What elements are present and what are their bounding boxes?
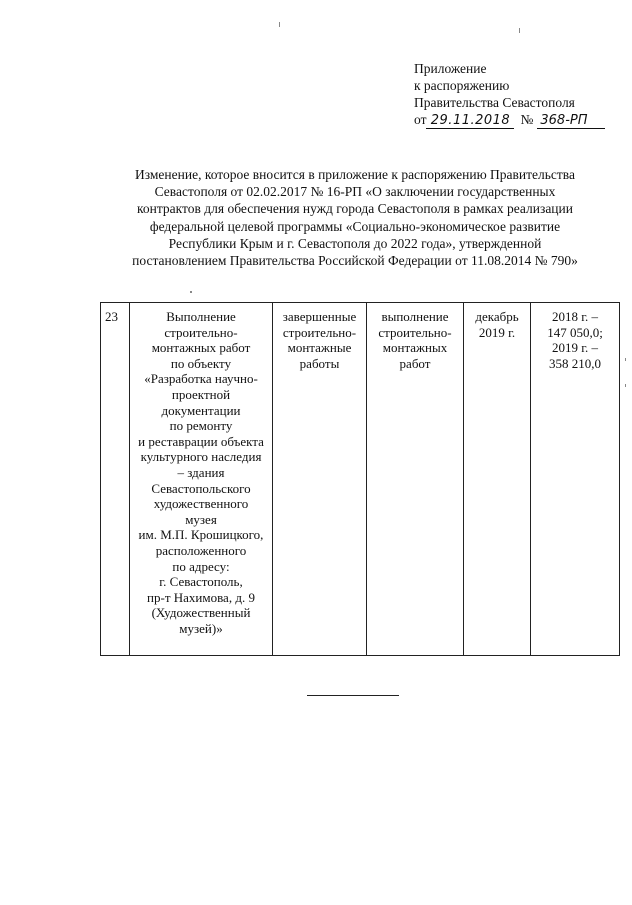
result-line: монтажные xyxy=(287,340,352,356)
description-line: по адресу: xyxy=(172,558,230,574)
description-line: музея xyxy=(185,511,217,527)
title-line: Изменение, которое вносится в приложение к распоряжению Правительства xyxy=(135,167,575,182)
description-line: проектной xyxy=(171,386,231,402)
description-line: по объекту xyxy=(170,355,232,371)
description-line: расположенного xyxy=(155,542,247,558)
work-type-cell xyxy=(367,303,464,656)
title-line: Республики Крым и г. Севастополя до 2022 года», утвержденной xyxy=(168,235,542,251)
title-line: контрактов для обеспечения нужд города Севастополя в рамках реализации xyxy=(137,201,573,217)
term-line: 2019 г. xyxy=(478,324,516,340)
order-date: 29.11.2018 xyxy=(426,114,514,129)
order-number: 368-РП xyxy=(537,114,605,129)
description-line: – здания xyxy=(177,464,225,480)
finance-line: 358 210,0 xyxy=(549,355,601,371)
description-line: культурного наследия xyxy=(140,449,262,465)
appendix-line: Приложение xyxy=(414,61,487,76)
description-line: им. М.П. Крошицкого, xyxy=(138,527,264,543)
finance-line: 2019 г. – xyxy=(551,340,599,356)
appendix-line: Правительства Севастополя xyxy=(414,95,575,110)
work-line: монтажных xyxy=(382,340,448,356)
work-line: строительно- xyxy=(378,324,452,340)
expected-result-cell xyxy=(273,303,367,656)
contracts-table xyxy=(100,302,620,656)
scan-speck xyxy=(279,22,280,27)
description-line: монтажных работ xyxy=(151,340,251,356)
deadline-cell xyxy=(464,303,531,656)
description-line: Выполнение xyxy=(166,309,236,324)
scan-speck xyxy=(625,358,626,361)
description-line: музей)» xyxy=(179,620,223,636)
scan-speck xyxy=(519,28,520,33)
finance-line: 2018 г. – xyxy=(551,309,599,324)
object-description-cell xyxy=(130,303,273,656)
description-line: (Художественный xyxy=(151,605,251,621)
order-date-number xyxy=(414,111,624,129)
term-line: декабрь xyxy=(475,309,519,324)
description-line: и реставрации объекта xyxy=(138,433,264,449)
description-line: художественного xyxy=(153,496,249,512)
result-line: работы xyxy=(299,355,340,371)
scan-speck xyxy=(625,384,626,387)
row-number: 23 xyxy=(101,303,130,656)
description-line: документации xyxy=(161,402,241,418)
description-line: Севастопольского xyxy=(151,480,251,496)
end-rule xyxy=(307,695,399,696)
description-line: «Разработка научно- xyxy=(144,371,258,387)
work-line: выполнение xyxy=(381,309,449,324)
description-line: по ремонту xyxy=(169,418,233,434)
result-line: завершенные xyxy=(282,309,357,324)
description-line: строительно- xyxy=(164,324,238,340)
order-prefix: от xyxy=(414,112,427,127)
number-sign: № xyxy=(520,112,534,127)
appendix-line: к распоряжению xyxy=(414,78,510,93)
finance-line: 147 050,0; xyxy=(547,324,603,340)
title-line: федеральной целевой программы «Социально-экономическое развитие xyxy=(149,218,561,234)
financing-cell xyxy=(531,303,620,656)
title-line: Севастополя от 02.02.2017 № 16-РП «О заключении государственных xyxy=(154,184,556,200)
scan-speck xyxy=(190,291,192,293)
document-title xyxy=(95,166,615,269)
appendix-block xyxy=(414,60,624,129)
result-line: строительно- xyxy=(282,324,357,340)
description-line: г. Севастополь, xyxy=(159,574,243,590)
table-row xyxy=(101,303,620,656)
work-line: работ xyxy=(399,355,431,371)
description-line: пр-т Нахимова, д. 9 xyxy=(147,589,255,605)
title-line: постановлением Правительства Российской Федерации от 11.08.2014 № 790» xyxy=(132,253,578,269)
